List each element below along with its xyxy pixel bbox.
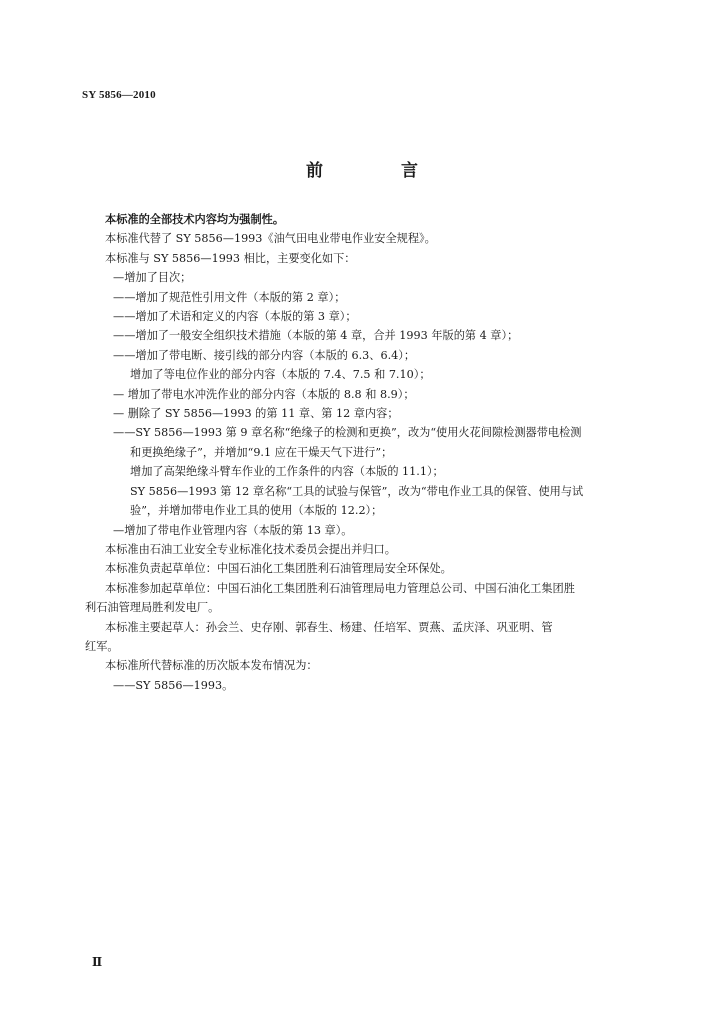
text-line: 增加了等电位作业的部分内容（本版的 7.4、7.5 和 7.10）； bbox=[130, 368, 431, 382]
text-line: — 增加了带电水冲洗作业的部分内容（本版的 8.8 和 8.9）； bbox=[113, 387, 415, 401]
text-line: ——增加了规范性引用文件（本版的第 2 章）； bbox=[113, 290, 346, 304]
text-line: —增加了目次； bbox=[113, 271, 192, 285]
text-line: ——SY 5856—1993 第 9 章名称“绝缘子的检测和更换”，改为“使用火花间隙检测器带电检测 bbox=[113, 426, 582, 440]
text-line: 验”，并增加带电作业工具的使用（本版的 12.2）； bbox=[130, 504, 383, 518]
text-line: ——增加了带电断、接引线的部分内容（本版的 6.3、6.4）； bbox=[113, 348, 416, 362]
standard-code: SY 5856—2010 bbox=[82, 89, 156, 101]
text-line: 本标准参加起草单位：中国石油化工集团胜利石油管理局电力管理总公司、中国石油化工集团胜 bbox=[105, 581, 575, 595]
page-number: Ⅱ bbox=[92, 955, 103, 969]
text-line: 本标准的全部技术内容均为强制性。 bbox=[105, 213, 285, 226]
text-line: ——增加了术语和定义的内容（本版的第 3 章）； bbox=[113, 310, 357, 324]
foreword-body bbox=[85, 210, 645, 695]
text-line: 本标准由石油工业安全专业标准化技术委员会提出并归口。 bbox=[105, 542, 396, 556]
text-line: 本标准负责起草单位：中国石油化工集团胜利石油管理局安全环保处。 bbox=[105, 562, 452, 576]
text-line: — 删除了 SY 5856—1993 的第 11 章、第 12 章内容； bbox=[113, 407, 399, 421]
text-line: 增加了高架绝缘斗臂车作业的工作条件的内容（本版的 11.1）； bbox=[130, 465, 444, 479]
text-line: ——SY 5856—1993。 bbox=[113, 678, 234, 692]
text-line: 本标准与 SY 5856—1993 相比，主要变化如下： bbox=[105, 251, 356, 265]
page-title: 前 言 bbox=[306, 161, 454, 181]
text-line: 本标准代替了 SY 5856—1993《油气田电业带电作业安全规程》。 bbox=[105, 232, 436, 246]
text-line: ——增加了一般安全组织技术措施（本版的第 4 章，合并 1993 年版的第 4 章）； bbox=[113, 329, 519, 343]
text-line: —增加了带电作业管理内容（本版的第 13 章）。 bbox=[113, 523, 353, 537]
text-line: 和更换绝缘子”，并增加“9.1 应在干燥天气下进行”； bbox=[130, 445, 393, 459]
text-line: 本标准主要起草人：孙会兰、史存刚、郭春生、杨建、任培军、贾燕、孟庆泽、巩亚明、管 bbox=[105, 620, 553, 634]
text-line: 本标准所代替标准的历次版本发布情况为： bbox=[105, 659, 318, 673]
text-line: SY 5856—1993 第 12 章名称“工具的试验与保管”，改为“带电作业工具的保管、使用与试 bbox=[130, 484, 584, 498]
text-line: 利石油管理局胜利发电厂。 bbox=[85, 601, 220, 615]
text-line: 红军。 bbox=[85, 639, 119, 653]
